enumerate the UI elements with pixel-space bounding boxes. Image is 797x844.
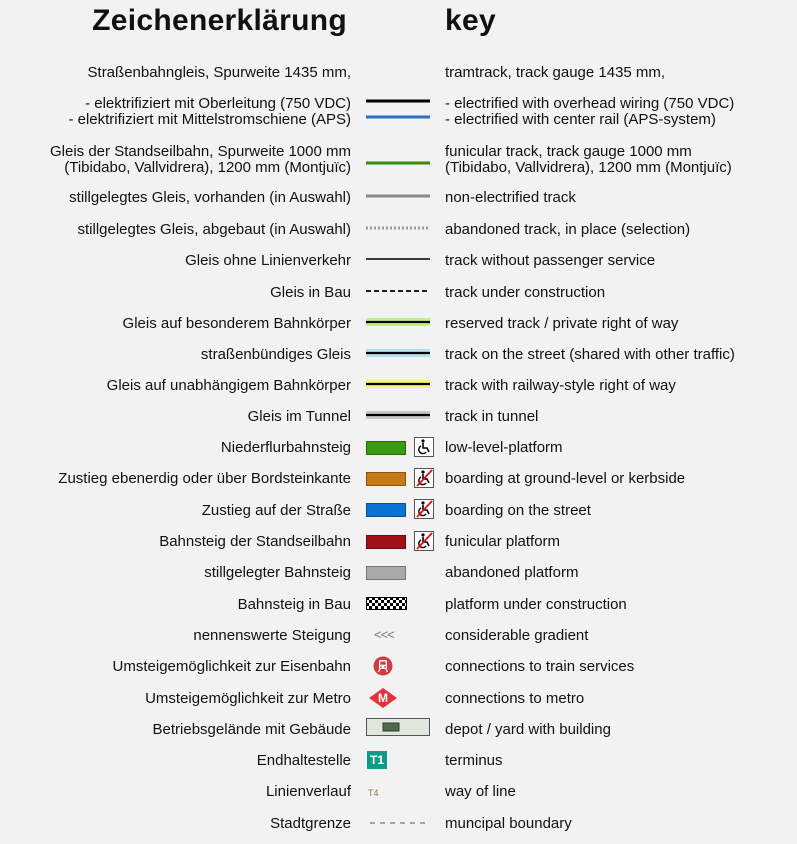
row-boundary-en: muncipal boundary <box>445 815 572 832</box>
row-kerbside-de: Zustieg ebenerdig oder über Bordsteinkante <box>58 470 351 487</box>
row-railway-style-de: Gleis auf unabhängigem Bahnkörper <box>106 377 351 394</box>
gradient-arrows-icon: <<< <box>374 627 394 642</box>
row-reserved-en: reserved track / private right of way <box>445 315 679 332</box>
row-street-boarding-de: Zustieg auf der Straße <box>201 502 351 519</box>
no-wheelchair-icon <box>414 499 434 519</box>
row-tramtrack-de: Straßenbahngleis, Spurweite 1435 mm, <box>87 64 351 81</box>
row-abandoned-platform-de: stillgelegter Bahnsteig <box>204 564 351 581</box>
row-tunnel-de: Gleis im Tunnel <box>247 408 351 425</box>
disused-track-symbol <box>366 192 432 200</box>
row-tunnel-en: track in tunnel <box>445 408 539 425</box>
row-depot-en: depot / yard with building <box>445 721 611 738</box>
row-abandoned-platform-en: abandoned platform <box>445 564 579 581</box>
row-boundary-de: Stadtgrenze <box>270 815 351 832</box>
row-way-of-line-de: Linienverlauf <box>265 783 351 800</box>
removed-track-symbol <box>366 224 432 232</box>
row-depot-de: Betriebsgelände mit Gebäude <box>152 721 351 738</box>
wheelchair-icon <box>414 437 434 457</box>
row-kerbside-en: boarding at ground-level or kerbside <box>445 470 686 487</box>
row-funicular-track-en-2: (Tibidabo, Vallvidrera), 1200 mm (Montjuïc) <box>445 159 732 176</box>
legend-title-english: key <box>445 4 496 37</box>
abandoned-platform-swatch <box>366 566 406 580</box>
track-overhead-and-centerrail-symbol <box>366 96 432 122</box>
row-funicular-platform-en: funicular platform <box>445 533 561 550</box>
metro-icon <box>368 687 398 709</box>
row-construction-de: Gleis in Bau <box>270 284 351 301</box>
legend-title-german: Zeichenerklärung <box>92 4 347 37</box>
row-metro-connection-en: connections to metro <box>445 690 585 707</box>
row-funicular-track-de: Gleis der Standseilbahn, Spurweite 1000 mm <box>50 143 351 160</box>
funicular-track-symbol <box>366 159 432 167</box>
row-construction-en: track under construction <box>445 284 606 301</box>
row-overhead-de: - elektrifiziert mit Oberleitung (750 VDC) <box>85 95 351 112</box>
row-removed-track-en: abandoned track, in place (selection) <box>445 221 691 238</box>
row-low-platform-de: Niederflurbahnsteig <box>220 439 351 456</box>
row-centerrail-en: - electrified with center rail (APS-system) <box>445 111 716 128</box>
row-train-connection-en: connections to train services <box>445 658 635 675</box>
tunnel-track-symbol <box>366 408 432 422</box>
row-street-boarding-en: boarding on the street <box>445 502 591 519</box>
row-funicular-platform-de: Bahnsteig der Standseilbahn <box>159 533 351 550</box>
terminus-badge: T1 <box>367 751 387 769</box>
row-street-track-de: straßenbündiges Gleis <box>200 346 351 363</box>
row-reserved-de: Gleis auf besonderem Bahnkörper <box>122 315 351 332</box>
row-overhead-en: - electrified with overhead wiring (750 VDC) <box>445 95 735 112</box>
row-funicular-track-de-2: (Tibidabo, Vallvidrera), 1200 mm (Montjuïc) <box>64 159 351 176</box>
no-service-track-symbol <box>366 255 432 263</box>
row-gradient-en: considerable gradient <box>445 627 589 644</box>
row-no-service-en: track without passenger service <box>445 252 656 269</box>
railway-style-track-symbol <box>366 377 432 391</box>
kerbside-swatch <box>366 472 406 486</box>
row-disused-track-en: non-electrified track <box>445 189 576 206</box>
checkered-platform-symbol <box>366 597 408 611</box>
low-platform-swatch <box>366 441 406 455</box>
reserved-track-symbol <box>366 315 432 329</box>
row-platform-construction-en: platform under construction <box>445 596 627 613</box>
row-centerrail-de: - elektrifiziert mit Mittelstromschiene (APS) <box>68 111 351 128</box>
street-boarding-swatch <box>366 503 406 517</box>
row-removed-track-de: stillgelegtes Gleis, abgebaut (in Auswahl) <box>77 221 351 238</box>
row-railway-style-en: track with railway-style right of way <box>445 377 676 394</box>
no-wheelchair-icon <box>414 531 434 551</box>
row-no-service-de: Gleis ohne Linienverkehr <box>185 252 351 269</box>
row-train-connection-de: Umsteigemöglichkeit zur Eisenbahn <box>112 658 351 675</box>
row-gradient-de: nennenswerte Steigung <box>193 627 351 644</box>
construction-track-symbol <box>366 287 432 295</box>
street-track-symbol <box>366 346 432 360</box>
municipal-boundary-symbol <box>370 819 432 827</box>
row-tramtrack-en: tramtrack, track gauge 1435 mm, <box>445 64 666 81</box>
row-funicular-track-en: funicular track, track gauge 1000 mm <box>445 143 692 160</box>
metro-letter: M <box>378 691 388 705</box>
depot-symbol <box>366 718 432 738</box>
row-disused-track-de: stillgelegtes Gleis, vorhanden (in Auswahl) <box>69 189 351 206</box>
row-way-of-line-en: way of line <box>445 783 516 800</box>
row-terminus-en: terminus <box>445 752 503 769</box>
no-wheelchair-icon <box>414 468 434 488</box>
train-icon <box>373 656 393 676</box>
row-platform-construction-de: Bahnsteig in Bau <box>237 596 351 613</box>
row-street-track-en: track on the street (shared with other traffic) <box>445 346 735 363</box>
line-label: T4 <box>368 788 379 798</box>
row-metro-connection-de: Umsteigemöglichkeit zur Metro <box>145 690 351 707</box>
funicular-platform-swatch <box>366 535 406 549</box>
row-low-platform-en: low-level-platform <box>445 439 563 456</box>
row-terminus-de: Endhaltestelle <box>256 752 351 769</box>
